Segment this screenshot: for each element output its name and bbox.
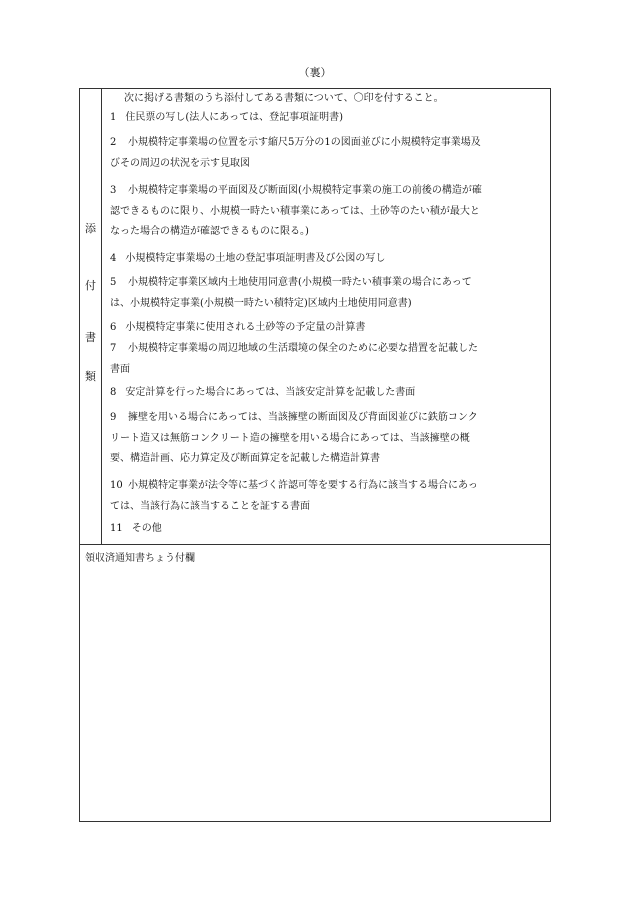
receipt-notice-label: 領収済通知書ちょう付欄 (85, 553, 195, 564)
attachment-item[interactable] (110, 519, 548, 540)
attachment-item-text: 小規模特定事業が法令等に基づく許認可等を要する行為に該当する場合にあっ ては、当該行為に該当することを証する書面 (110, 480, 478, 512)
attachments-side-label (80, 89, 102, 544)
side-label-char: 類 (85, 370, 96, 383)
attachments-instruction: 次に掲げる書類のうち添付してある書類について、〇印を付すること。 (124, 93, 444, 104)
side-label-char: 添 (85, 222, 96, 235)
attachment-item-text: 小規模特定事業場の周辺地域の生活環境の保全のために必要な措置を記載した 書面 (110, 343, 478, 375)
attachment-item-number: 7 (110, 343, 117, 354)
form-table (79, 88, 551, 822)
attachment-item-text: 小規模特定事業場の位置を示す縮尺5万分の1の図面並びに小規模特定事業場及 びその周辺の状況を示す見取図 (110, 137, 481, 169)
attachment-item-text: 小規模特定事業場の土地の登記事項証明書及び公図の写し (125, 253, 386, 264)
attachment-item[interactable] (110, 273, 548, 314)
attachment-item-text: 安定計算を行った場合にあっては、当該安定計算を記載した書面 (125, 387, 416, 398)
side-label-char: 書 (85, 331, 96, 344)
attachment-item[interactable] (110, 383, 548, 404)
attachment-item-text: 小規模特定事業場の平面図及び断面図(小規模特定事業の施工の前後の構造が確 認できるものに限り、小規模一時たい積事業にあっては、土砂等のたい積が最大と なった場合の構造が確認できるものに限る。) (110, 185, 482, 238)
attachment-item-number: 1 (110, 112, 117, 123)
attachment-item[interactable] (110, 108, 548, 129)
attachments-section (80, 89, 550, 545)
attachment-item[interactable] (110, 408, 548, 470)
attachment-item-number: 4 (110, 253, 117, 264)
attachment-item[interactable] (110, 339, 548, 380)
attachment-item-number: 5 (110, 277, 117, 288)
attachment-item-number: 9 (110, 412, 117, 423)
page-heading: （裏） (298, 66, 332, 79)
receipt-attachment-area[interactable] (80, 545, 550, 821)
attachment-item-number: 2 (110, 137, 117, 148)
attachment-item-text: その他 (131, 523, 162, 534)
attachment-item-text: 擁壁を用いる場合にあっては、当該擁壁の断面図及び背面図並びに鉄筋コンク リート造又は無筋コンクリート造の擁壁を用いる場合にあっては、当該擁壁の概 要、構造計画、応力算定及び断面算定を記載した構造計算書 (110, 412, 478, 465)
side-label-char: 付 (85, 279, 96, 292)
attachment-item[interactable] (110, 249, 548, 270)
attachment-item-text: 住民票の写し(法人にあっては、登記事項証明書) (125, 112, 344, 123)
attachment-item[interactable] (110, 133, 548, 174)
attachment-item[interactable] (110, 318, 548, 339)
attachment-item[interactable] (110, 476, 548, 517)
attachment-item-number: 3 (110, 185, 117, 196)
attachment-item-number: 8 (110, 387, 117, 398)
attachment-item-number: 10 (110, 480, 123, 491)
attachment-item[interactable] (110, 181, 548, 243)
attachment-item-number: 11 (110, 523, 123, 534)
attachments-list (102, 89, 550, 544)
attachment-item-number: 6 (110, 322, 117, 333)
attachment-item-text: 小規模特定事業区域内土地使用同意書(小規模一時たい積事業の場合にあって は、小規模特定事業(小規模一時たい積特定)区域内土地使用同意書) (110, 277, 472, 309)
attachment-item-text: 小規模特定事業に使用される土砂等の予定量の計算書 (125, 322, 366, 333)
